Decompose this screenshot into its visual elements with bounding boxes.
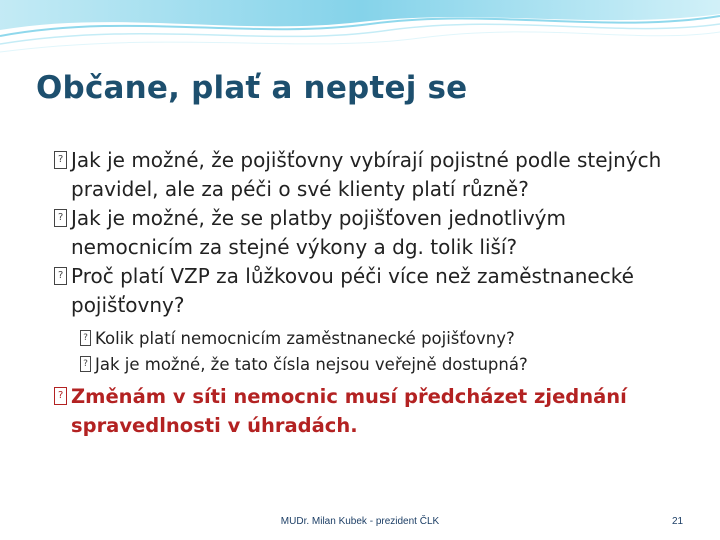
sub-bullet-item — [80, 326, 694, 352]
slide-footer: MUDr. Milan Kubek - prezident ČLK — [280, 516, 440, 527]
header-wave-decoration — [0, 0, 720, 60]
bullet-item — [54, 204, 694, 262]
bullet-glyph-icon — [80, 356, 91, 372]
bullet-text: Jak je možné, že pojišťovny vybírají pojistné podle stejných pravidel, ale za péči o své klienty platí různě? — [71, 148, 662, 201]
bullet-item — [54, 262, 694, 320]
bullet-list — [54, 146, 694, 440]
bullet-text: Proč platí VZP za lůžkovou péči více než zaměstnanecké pojišťovny? — [71, 264, 634, 317]
sub-bullet-item — [80, 352, 694, 378]
bullet-glyph-icon — [54, 151, 67, 169]
bullet-glyph-icon — [54, 387, 67, 405]
sub-bullet-text: Kolik platí nemocnicím zaměstnanecké pojišťovny? — [95, 329, 515, 348]
bullet-glyph-icon — [54, 267, 67, 285]
bullet-item — [54, 146, 694, 204]
page-number: 21 — [672, 516, 684, 527]
highlight-bullet-item — [54, 382, 694, 440]
sub-bullet-text: Jak je možné, že tato čísla nejsou veřejně dostupná? — [95, 355, 528, 374]
bullet-glyph-icon — [80, 330, 91, 346]
slide-title: Občane, plať a neptej se — [36, 70, 468, 106]
bullet-text: Jak je možné, že se platby pojišťoven jednotlivým nemocnicím za stejné výkony a dg. tolik liší? — [71, 206, 566, 259]
sub-bullet-list — [54, 326, 694, 378]
bullet-glyph-icon — [54, 209, 67, 227]
highlight-bullet-text: Změnám v síti nemocnic musí předcházet zjednání spravedlnosti v úhradách. — [71, 385, 627, 437]
